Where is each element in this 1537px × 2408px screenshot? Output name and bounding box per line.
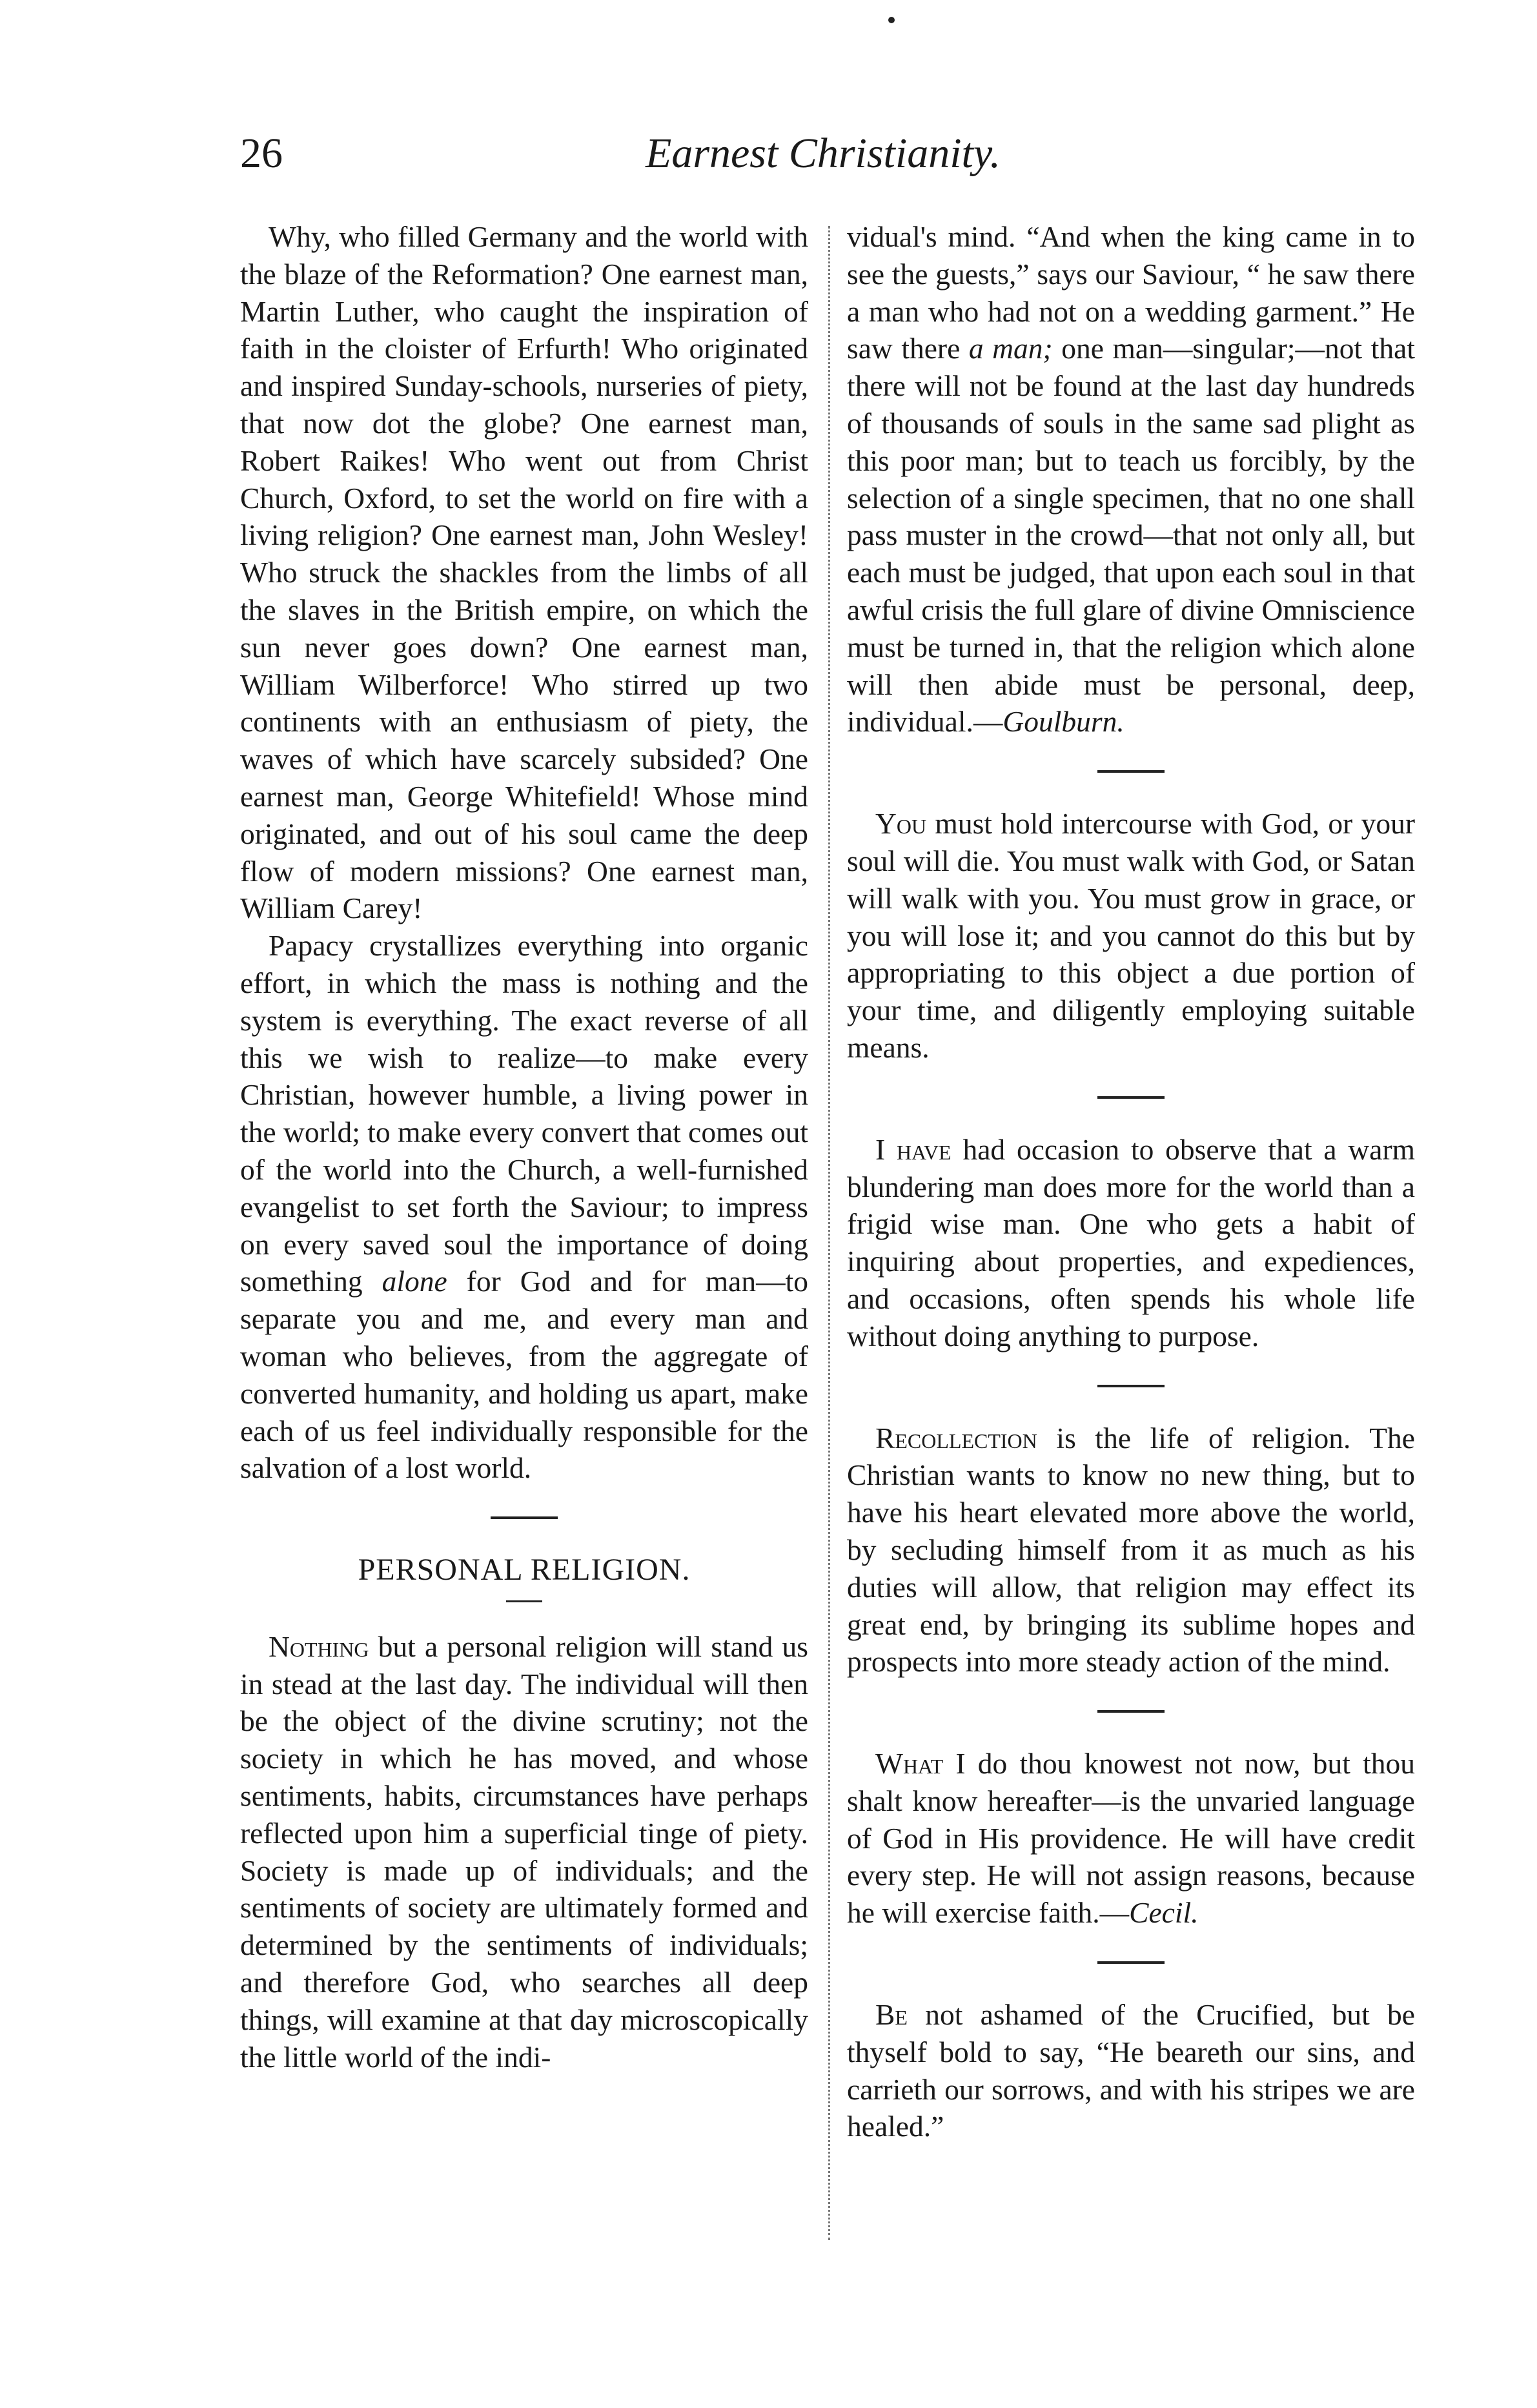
lead-word: I have [875,1132,952,1166]
paragraph-text: not ashamed of the Crucified, but be thyself bold to say, “He beareth our sins, and carrieth our sorrows, and with his stripes we are healed.” [847,1998,1415,2143]
paragraph-text: but a personal religion will stand us in stead at the last day. The individual will then be the object of the divine scrutiny; not the society in which he has moved, and whose sentiments, habits, circumstances have perhaps reflected upon him a superficial tinge of piety. Society is made up of individuals; and the sentiments of society are ultimately formed and determined by the sentiments of individuals; and therefore God, who searches all deep things, will examine at that day microscopically the little world of the indi- [240,1629,808,2074]
right-column [847,218,1415,2145]
running-title: Earnest Christianity. [646,130,1001,177]
separator-rule [506,1600,542,1602]
page-number: 26 [240,130,283,177]
paragraph-text: must hold intercourse with God, or your soul will die. You must walk with God, or Satan will walk with you. You must grow in grace, or you will lose it; and you cannot do this but by appropriating to this object a due portion of your time, and diligently employing suitable means. [847,807,1415,1064]
separator-rule [491,1516,558,1519]
separator-rule [1097,1961,1165,1964]
separator-rule [1097,1385,1165,1387]
paragraph-crucified [847,1996,1415,2145]
ink-dot [888,17,895,23]
attribution: Cecil. [1129,1896,1199,1930]
paragraph-recollection [847,1420,1415,1681]
separator-rule [1097,1710,1165,1713]
left-column [240,218,808,2076]
section-heading: PERSONAL RELIGION. [358,1553,691,1587]
paragraph-earnest-men: Why, who filled Germany and the world with the blaze of the Reformation? One earnest man, Martin Luther, who caught the inspiration of faith in the cloister of Erfurth! Who originated and inspired Sunday-schools, nurseries of piety, that now dot the globe? One earnest man, Robert Raikes! Who went out from Christ Church, Oxford, to set the world on fire with a living religion? One earnest man, John Wesley! Who struck the shackles from the limbs of all the slaves in the British empire, on which the sun never goes down? One earnest man, William Wilberforce! Who stirred up two continents with an enthusiasm of piety, the waves of which have scarcely subsided? One earnest man, George Whitefield! Whose mind originated, and out of his soul came the deep flow of modern missions? One earnest man, William Carey! [240,220,808,925]
attribution: Goulburn. [1003,705,1125,739]
paragraph-papacy [240,927,808,1487]
column-divider [828,226,830,2240]
lead-word: Nothing [269,1629,369,1663]
italic-phrase: a man; [968,332,1053,365]
paragraph-blundering-man [847,1131,1415,1355]
paragraph-text: I do thou knowest not now, but thou shalt know hereafter—is the unvaried language of God in His providence. He will have credit every step. He will not assign reasons, because he will exercise faith.— [847,1747,1415,1930]
separator-rule [1097,1096,1165,1099]
lead-word: Be [875,1998,908,2032]
separator-rule [1097,770,1165,773]
paragraph-text: one man—singular;—not that there will not be found at the last day hundreds of thousands of souls in the same sad plight as this poor man; but to teach us forcibly, by the selection of a single specimen, that no one shall pass muster in the crowd—that not only all, but each must be judged, that upon each soul in that awful crisis the full glare of divine Omniscience must be turned in, that the religion which alone will then abide must be personal, deep, individual.— [847,332,1415,739]
italic-word: alone [382,1265,447,1298]
paragraph-intercourse [847,805,1415,1066]
paragraph-text: had occasion to observe that a warm blundering man does more for the world than a frigid wise man. One who gets a habit of inquiring about properties, and expediences, and occasions, often spends his whole life without doing anything to purpose. [847,1132,1416,1352]
lead-word: What [875,1747,944,1780]
lead-word: Recollection [875,1421,1037,1454]
paragraph-text: vidual's mind. “And when the king came in to see the guests,” says our Saviour, “ he saw there a man who had not on a wedding garment.” He saw there [847,220,1415,365]
paragraph-providence [847,1745,1415,1932]
paragraph-text: Papacy crystallizes everything into organic effort, in which the mass is nothing and the system is everything. The exact reverse of all this we wish to realize—to make every Christian, however humble, a living power in the world; to make every convert that comes out of the world into the Church, a well-furnished evangelist to set forth the Saviour; to impress on every saved soul the importance of doing something [240,929,808,1298]
paragraph-text: is the life of religion. The Christian wants to know no new thing, but to have his heart elevated more above the world, by secluding himself from it as much as his duties will allow, that religion may effect its great end, by bringing its sublime hopes and prospects into more steady action of the mind. [847,1421,1415,1678]
paragraph-individual-mind [847,218,1415,740]
lead-word: You [875,807,927,841]
paragraph-text: for God and for man—to separate you and me, and every man and woman who believes, from the aggregate of converted humanity, and holding us apart, make each of us feel individually responsible for the salvation of a lost world. [240,1265,809,1485]
paragraph-personal-religion [240,1628,808,2076]
